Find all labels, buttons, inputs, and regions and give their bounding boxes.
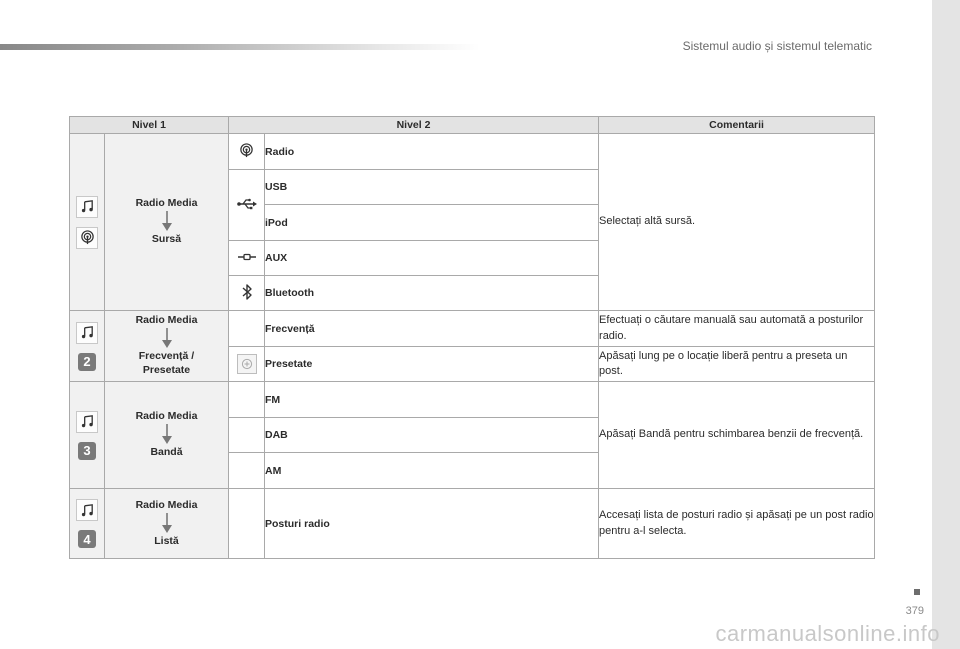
aux-icon-cell — [229, 241, 265, 276]
usb-icon — [237, 198, 257, 210]
arrow-down-icon — [162, 424, 172, 444]
music-note-icon — [76, 322, 98, 344]
table-row — [70, 311, 875, 347]
bluetooth-icon — [241, 284, 253, 300]
music-note-icon — [76, 411, 98, 433]
header-comentarii: Comentarii — [599, 117, 875, 134]
menu-reference-table — [69, 116, 875, 559]
item-ipod: iPod — [265, 205, 599, 241]
preset-icon-cell — [229, 347, 265, 382]
am-icon-cell — [229, 453, 265, 489]
item-presetate: Presetate — [265, 347, 599, 382]
comment-banda: Apăsați Bandă pentru schimbarea benzii de frecvență. — [599, 382, 875, 489]
step-badge: 3 — [78, 442, 96, 460]
item-fm: FM — [265, 382, 599, 418]
header-nivel-1: Nivel 1 — [70, 117, 229, 134]
radio-icon — [239, 143, 254, 158]
level1-sub-label: Listă — [154, 534, 179, 547]
add-preset-icon — [237, 354, 257, 374]
comment-sursa: Selectați altă sursă. — [599, 134, 875, 311]
group4-icons — [70, 489, 105, 559]
item-am: AM — [265, 453, 599, 489]
bluetooth-icon-cell — [229, 276, 265, 311]
level1-main-label: Radio Media — [135, 197, 198, 210]
aux-jack-icon — [237, 252, 257, 262]
item-usb: USB — [265, 170, 599, 205]
group1-level1 — [105, 134, 229, 311]
table-header-row — [70, 117, 875, 134]
page-side-strip — [932, 0, 960, 649]
music-note-icon — [76, 499, 98, 521]
group4-level1 — [105, 489, 229, 559]
comment-frecventa: Efectuați o căutare manuală sau automată a posturilor radio. — [599, 311, 875, 347]
radio-source-icon-cell — [229, 134, 265, 170]
arrow-down-icon — [162, 211, 172, 231]
level1-sub-label: Sursă — [151, 233, 182, 246]
step-badge: 4 — [78, 530, 96, 548]
fm-icon-cell — [229, 382, 265, 418]
header-nivel-2: Nivel 2 — [229, 117, 599, 134]
item-bluetooth: Bluetooth — [265, 276, 599, 311]
table-row — [70, 382, 875, 418]
group2-level1 — [105, 311, 229, 382]
group3-icons — [70, 382, 105, 489]
table-row — [70, 134, 875, 170]
watermark-text: carmanualsonline.info — [715, 621, 940, 646]
item-frecventa: Frecvență — [265, 311, 599, 347]
dab-icon-cell — [229, 418, 265, 453]
item-aux: AUX — [265, 241, 599, 276]
posturi-icon-cell — [229, 489, 265, 559]
level1-main-label: Radio Media — [135, 314, 198, 327]
usb-icon-cell — [229, 170, 265, 241]
arrow-down-icon — [162, 513, 172, 533]
page-header-title: Sistemul audio și sistemul telematic — [682, 39, 872, 53]
music-note-icon — [76, 196, 98, 218]
comment-presetate: Apăsați lung pe o locație liberă pentru a preseta un post. — [599, 347, 875, 382]
item-radio: Radio — [265, 134, 599, 170]
table-row — [70, 489, 875, 559]
header-gradient-bar — [0, 44, 480, 50]
comment-lista: Accesați lista de posturi radio și apăsați pe un post radio pentru a-l selecta. — [599, 489, 875, 559]
level1-main-label: Radio Media — [135, 498, 198, 511]
group2-icons — [70, 311, 105, 382]
level1-sub-label: Bandă — [150, 446, 183, 459]
level1-main-label: Radio Media — [135, 410, 198, 423]
item-posturi-radio: Posturi radio — [265, 489, 599, 559]
level1-sub-label: Frecvență / Presetate — [138, 350, 195, 376]
arrow-down-icon — [162, 328, 172, 348]
radio-icon — [76, 227, 98, 249]
page-number: 379 — [905, 605, 924, 617]
step-badge: 2 — [78, 353, 96, 371]
page-marker — [914, 589, 920, 595]
group1-icons — [70, 134, 105, 311]
group3-level1 — [105, 382, 229, 489]
item-dab: DAB — [265, 418, 599, 453]
frecventa-icon-cell — [229, 311, 265, 347]
